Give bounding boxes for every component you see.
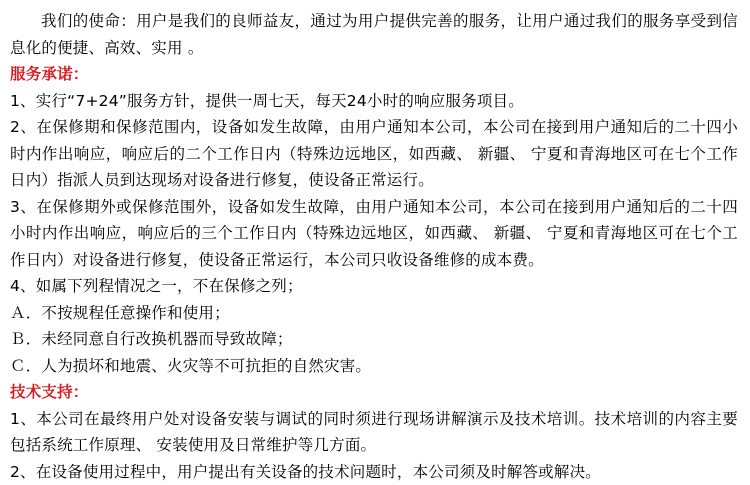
service-item-exclusion-b: Ｂ．未经同意自行改换机器而导致故障； [10, 326, 738, 353]
service-item-4: 4、如属下列程情况之一，不在保修之列； [10, 273, 738, 300]
service-item-exclusion-c: Ｃ．人为损坏和地震、火灾等不可抗拒的自然灾害。 [10, 353, 738, 380]
section-heading-service-commitment: 服务承诺： [10, 61, 738, 88]
service-item-1: 1、实行“7+24”服务方针，提供一周七天，每天24小时的响应服务项目。 [10, 88, 738, 115]
support-item-1: 1、本公司在最终用户处对设备安装与调试的同时须进行现场讲解演示及技术培训。技术培训的内容主要包括系统工作原理、 安装使用及日常维护等几方面。 [10, 406, 738, 459]
service-item-exclusion-a: Ａ．不按规程任意操作和使用； [10, 300, 738, 327]
support-item-2: 2、在设备使用过程中，用户提出有关设备的技术问题时，本公司须及时解答或解决。 [10, 459, 738, 485]
service-item-2: 2、在保修期和保修范围内，设备如发生故障，由用户通知本公司，本公司在接到用户通知后的二十四小时内作出响应，响应后的二个工作日内（特殊边远地区，如西藏、 新疆、 宁夏和青海地区可在七个工作日内）指派人员到达现场对设备进行修复，使设备正常运行。 [10, 114, 738, 194]
section-technical-support [10, 379, 738, 485]
section-service-commitment [10, 61, 738, 379]
section-heading-technical-support: 技术支持： [10, 379, 738, 406]
intro-paragraph: 我们的使命：用户是我们的良师益友，通过为用户提供完善的服务，让用户通过我们的服务享受到信息化的便捷、高效、实用 。 [10, 8, 738, 61]
service-item-3: 3、在保修期外或保修范围外，设备如发生故障，由用户通知本公司，本公司在接到用户通知后的二十四小时内作出响应，响应后的三个工作日内（特殊边远地区，如西藏、 新疆、 宁夏和青海地区可在七个工作日内）对设备进行修复，使设备正常运行，本公司只收设备维修的成本费。 [10, 194, 738, 274]
